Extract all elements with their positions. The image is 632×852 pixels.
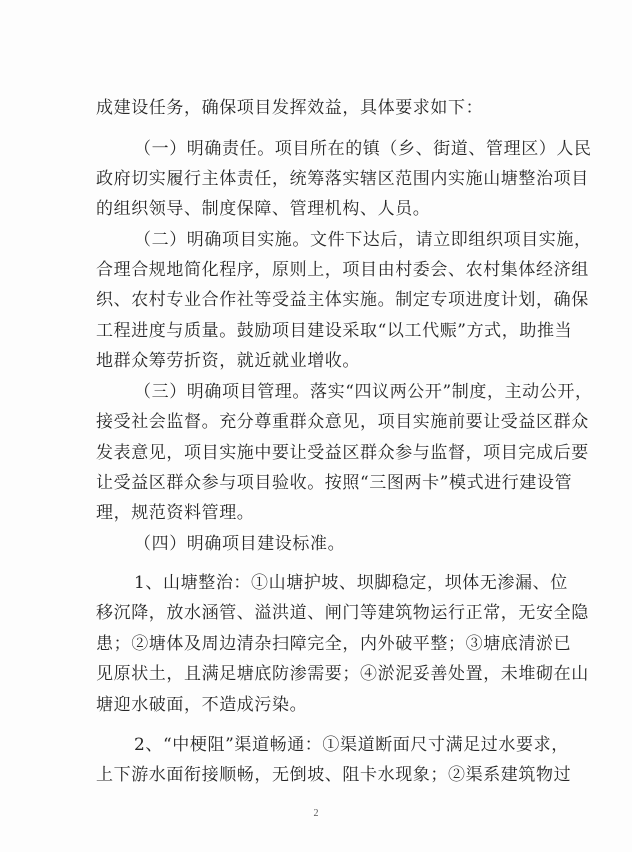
text-line: 合理合规地简化程序，原则上，项目由村委会、农村集体经济组: [96, 260, 589, 280]
text-line: 患；②塘体及周边清杂扫障完全，内外破平整；③塘底清淤已: [96, 634, 572, 654]
text-line: 见原状土，且满足塘底防渗需要；④淤泥妥善处置，未堆砌在山: [96, 664, 589, 684]
text-line: 让受益区群众参与项目验收。按照“三图两卡”模式进行建设管: [96, 473, 573, 493]
text-line: 移沉降，放水涵管、溢洪道、闸门等建筑物运行正常，无安全隐: [96, 603, 589, 623]
text-line: 的组织领导、制度保障、管理机构、人员。: [96, 199, 431, 219]
text-line: （三）明确项目管理。落实“四议两公开”制度，主动公开，: [134, 382, 593, 402]
text-line: 理，规范资料管理。: [96, 503, 255, 523]
text-line: 成建设任务，确保项目发挥效益，具体要求如下：: [96, 98, 484, 118]
page-number: 2: [313, 808, 319, 819]
text-line: 接受社会监督。充分尊重群众意见，项目实施前要让受益区群众: [96, 412, 589, 432]
text-line: 上下游水面衔接顺畅，无倒坡、阻卡水现象；②渠系建筑物过: [96, 765, 572, 785]
text-line: 政府切实履行主体责任，统筹落实辖区范围内实施山塘整治项目: [96, 169, 589, 189]
text-line: 2、“中梗阻”渠道畅通：①渠道断面尺寸满足过水要求，: [134, 735, 569, 755]
text-line: 工程进度与质量。鼓励项目建设采取“以工代赈”方式，助推当: [96, 321, 573, 341]
text-line: 塘迎水破面，不造成污染。: [96, 695, 308, 715]
text-line: 织、农村专业合作社等受益主体实施。制定专项进度计划，确保: [96, 290, 589, 310]
text-line: 1、山塘整治：①山塘护坡、坝脚稳定，坝体无渗漏、位: [134, 573, 568, 593]
text-line: （二）明确项目实施。文件下达后，请立即组织项目实施，: [134, 230, 592, 250]
text-line: 发表意见，项目实施中要让受益区群众参与监督，项目完成后要: [96, 443, 589, 463]
text-line: （四）明确项目建设标准。: [134, 534, 346, 554]
text-line: 地群众筹劳折资，就近就业增收。: [96, 351, 360, 371]
text-line: （一）明确责任。项目所在的镇（乡、街道、管理区）人民: [134, 139, 592, 159]
